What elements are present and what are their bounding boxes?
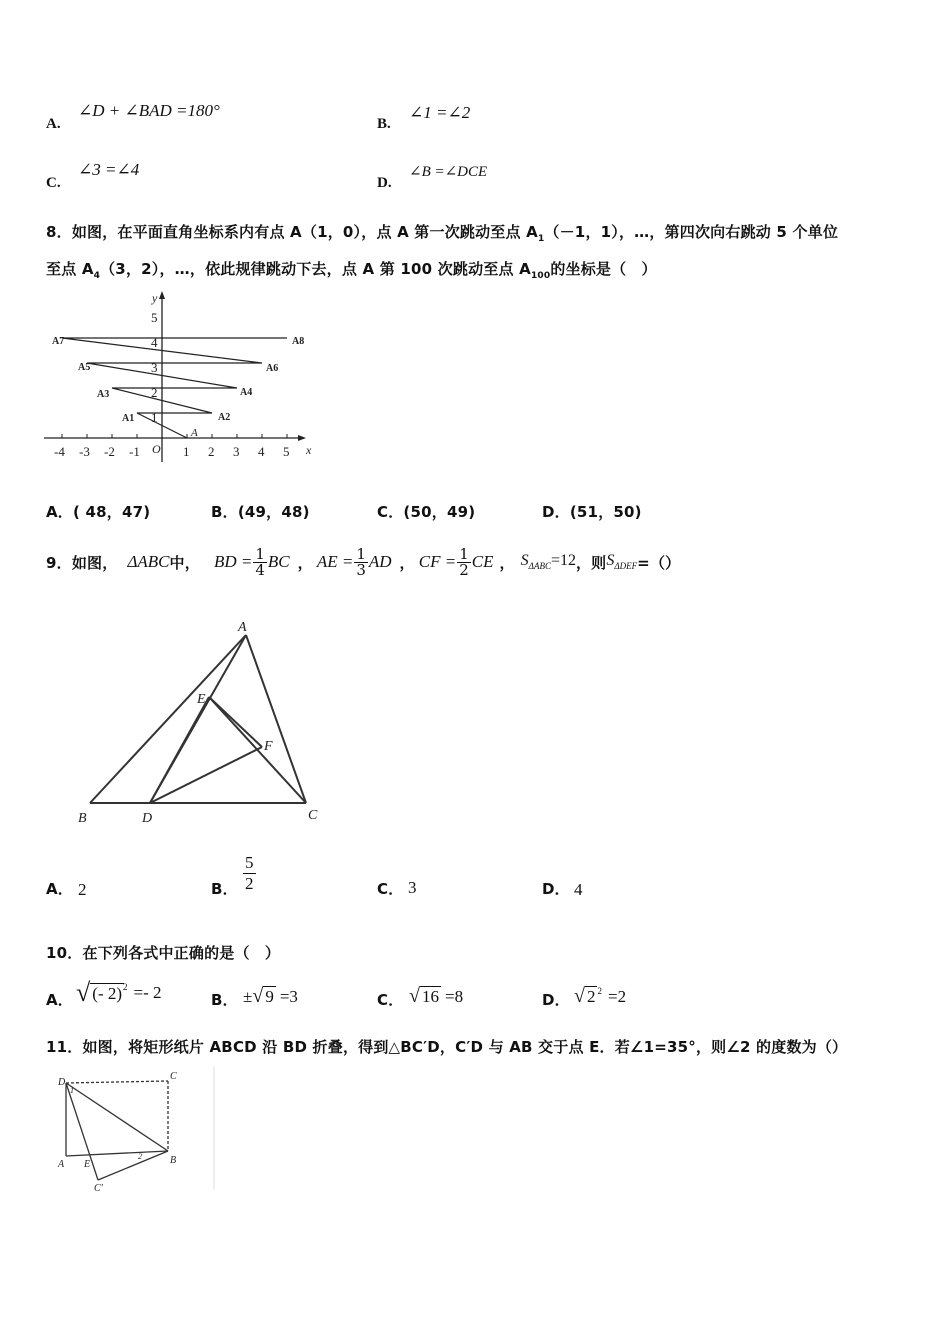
- q11-fold-figure: [50, 1065, 220, 1195]
- point-a-label: A: [191, 427, 198, 439]
- vertex-label: A: [238, 620, 247, 635]
- q8-option-a: A．( 48，47): [46, 503, 151, 521]
- q8-coordinate-figure: [44, 288, 324, 463]
- point-label: A4: [240, 387, 253, 398]
- y-tick-label: 4: [151, 335, 158, 350]
- q10-option-c-expr: √ 16 =8: [409, 985, 464, 1007]
- point-label: A5: [78, 362, 91, 373]
- vertex-label: C: [170, 1071, 177, 1082]
- q10-stem: 10．在下列各式中正确的是（ ）: [46, 944, 281, 962]
- x-axis-label: x: [306, 443, 312, 457]
- q7-option-c-expr: ∠3 =∠4: [78, 160, 140, 179]
- q9-stem: 9．如图， ΔABC 中， BD = $\frac{1}{4}$ BC ， AE = $\frac{1}{3}$ AD ， CF = $\frac{1}{2}$ CE ， $S_{\Delta ABC}=12$ ，则 $S_{\Delta DEF}$ =（）: [46, 544, 681, 579]
- q7-option-b-label: B.: [377, 116, 391, 132]
- origin-label: O: [152, 442, 161, 456]
- x-tick-label: -3: [79, 444, 90, 459]
- x-tick-label: -1: [129, 444, 140, 459]
- x-tick-label: 2: [208, 444, 215, 459]
- q10-option-c-label: C．: [377, 991, 404, 1009]
- vertex-label: B: [78, 811, 87, 826]
- edge-c-prime-b: [98, 1151, 168, 1180]
- q7-option-d-label: D.: [377, 175, 392, 191]
- q9-option-b-fraction: $\frac{5}{2}$: [245, 853, 254, 893]
- x-tick-label: -2: [104, 444, 115, 459]
- point-label: A6: [266, 363, 279, 374]
- q7-option-a-expr: ∠D + ∠BAD =180°: [78, 101, 220, 120]
- y-axis-arrow-icon: [159, 291, 165, 299]
- q9-option-b-label: B．: [211, 880, 238, 898]
- q7-option-c-label: C.: [46, 175, 61, 191]
- q10-option-d-label: D．: [542, 991, 570, 1009]
- q10-option-d-expr: √ 2 $^2$ =2: [574, 985, 627, 1007]
- q9-option-c-value: 3: [408, 878, 417, 897]
- point-label: A3: [97, 389, 110, 400]
- diagonal-db: [66, 1083, 168, 1151]
- vertex-label: B: [170, 1155, 177, 1166]
- vertex-label: E: [197, 692, 206, 707]
- q9-option-d-label: D．: [542, 880, 570, 898]
- q10-option-b-expr: ± √ 9 =3: [243, 985, 298, 1007]
- vertex-label: D: [58, 1077, 66, 1088]
- vertex-label: C′: [94, 1183, 103, 1194]
- y-tick-label: 2: [151, 385, 158, 400]
- y-axis-label: y: [152, 291, 158, 305]
- q9-option-a-label: A．: [46, 880, 74, 898]
- edge-dc-prime: [66, 1083, 98, 1180]
- angle-label: 1: [70, 1086, 74, 1095]
- q8-option-c: C．(50，49): [377, 503, 476, 521]
- segment-de: [150, 697, 209, 803]
- q9-option-d-value: 4: [574, 880, 583, 899]
- angle-label: 2: [138, 1152, 142, 1161]
- q8-stem-line2: 至点 $A_4(3$，2），…，依此规律跳动下去，点 A 第 100 次跳动至点 $A_{100}$的坐标是（ ）: [46, 260, 657, 281]
- vertex-label: F: [264, 739, 273, 754]
- edge-ab: [66, 1151, 168, 1156]
- x-tick-label: 1: [183, 444, 190, 459]
- q8-option-b: B．(49，48): [211, 503, 310, 521]
- point-label: A2: [218, 412, 231, 423]
- q9-option-a-value: 2: [78, 880, 87, 899]
- q10-option-a-expr: √ (- 2) $^2$ =- 2: [76, 978, 162, 1007]
- q10-option-b-label: B．: [211, 991, 238, 1009]
- x-tick-label: 4: [258, 444, 265, 459]
- vertex-label: D: [142, 811, 153, 826]
- x-axis-arrow-icon: [298, 435, 306, 441]
- edge-ac: [246, 635, 306, 803]
- q10-option-a-label: A．: [46, 991, 74, 1009]
- q7-option-a-label: A.: [46, 116, 61, 132]
- x-tick-label: -4: [54, 444, 65, 459]
- q7-option-b-expr: ∠1 =∠2: [409, 103, 471, 122]
- q9-triangle-figure: [70, 615, 340, 830]
- x-tick-label: 3: [233, 444, 240, 459]
- point-label: A8: [292, 336, 305, 347]
- edge-ab: [90, 635, 246, 803]
- y-tick-label: 3: [151, 360, 158, 375]
- vertex-label: A: [58, 1159, 65, 1170]
- q9-option-c-label: C．: [377, 880, 404, 898]
- segment-ef: [209, 697, 262, 747]
- q11-stem: 11．如图，将矩形纸片 ABCD 沿 BD 折叠，得到△BC′D，C′D 与 AB 交于点 E．若∠1=35°，则∠2 的度数为（）: [46, 1038, 848, 1056]
- vertex-label: E: [84, 1159, 91, 1170]
- vertex-label: C: [308, 808, 318, 823]
- point-label: A1: [122, 413, 135, 424]
- x-tick-label: 5: [283, 444, 290, 459]
- y-tick-label: 1: [151, 410, 158, 425]
- q8-option-d: D．(51，50): [542, 503, 642, 521]
- point-label: A7: [52, 336, 65, 347]
- y-tick-label: 5: [151, 310, 158, 325]
- jump-path: [62, 338, 287, 438]
- q7-option-d-expr: ∠B =∠DCE: [409, 164, 488, 180]
- edge-dc-dashed: [66, 1081, 168, 1083]
- q8-stem-line1: 8．如图，在平面直角坐标系内有点 A（1，0），点 A 第一次跳动至点 $A_1(-1$，1），…，第四次向右跳动 5 个单位: [46, 223, 839, 244]
